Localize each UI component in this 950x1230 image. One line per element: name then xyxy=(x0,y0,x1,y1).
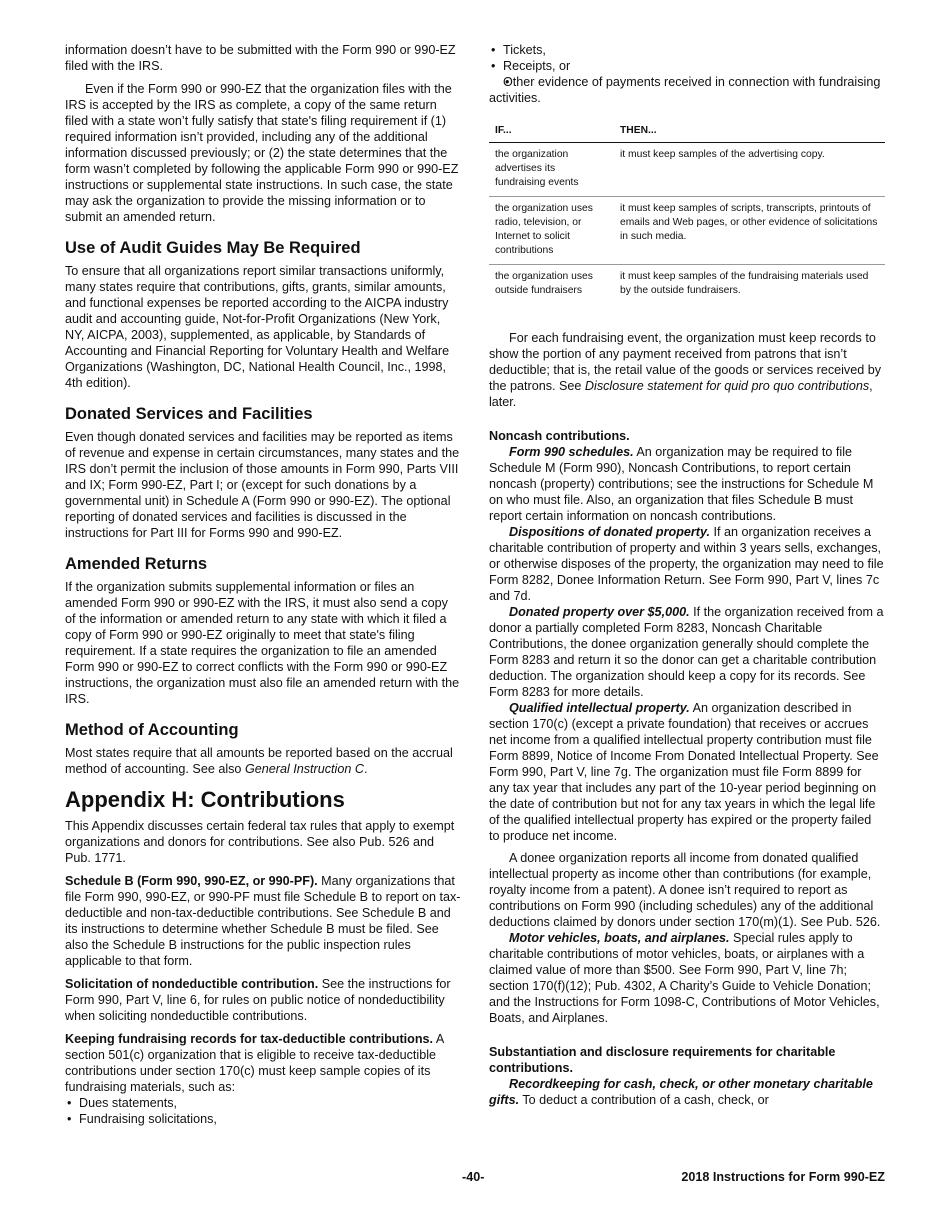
appendix-title: Appendix H: Contributions xyxy=(65,787,345,812)
text: An organization may be required to file Schedule M (Form 990), Noncash Contributions, to report certain noncash (property) contributions; see the instructions for Schedule M on who must file. Also, an organization that files Schedule B must report certain information on noncash contributions. xyxy=(489,445,874,523)
right-column xyxy=(489,42,885,1108)
table-row xyxy=(489,197,885,265)
paragraph: This Appendix discusses certain federal tax rules that apply to exempt organizations and donors for contributions. See also Pub. 526 and Pub. 1771. xyxy=(65,819,455,865)
text: See the instructions for Form 990, Part V, line 6, for rules on public notice of nondeductibility when soliciting nondeductible contributions. xyxy=(65,977,451,1023)
document-title: 2018 Instructions for Form 990-EZ xyxy=(681,1170,885,1184)
paragraph xyxy=(65,745,461,777)
table-header-row xyxy=(489,120,885,143)
text: If an organization receives a charitable contribution of property and within 3 years sells, exchanges, or otherwise disposes of the property, the organization may need to file Form 8282, Donee Information Return. See Form 990, Part V, lines 7c and 7d. xyxy=(489,525,884,603)
table-cell: it must keep samples of the advertising copy. xyxy=(614,143,885,197)
paragraph: Even if the Form 990 or 990-EZ that the organization files with the IRS is accepted by the IRS as complete, a copy of the same return filed with a state won’t fully satisfy that state's filing requirement if (1) required information isn’t provided, including any of the additional information discussed previously; or (2) the state determines that the form wasn’t completed by following the applicable Form 990 or 990-EZ instructions or supplemental state instructions. In such case, the state may ask the organization to provide the missing information or to submit an amended return. xyxy=(65,82,459,224)
column-header-if: IF... xyxy=(489,120,614,143)
text: An organization described in section 170(c) (except a private foundation) that receives or accrues net income from a qualified intellectual property contribution must file Form 8899, Notice of Income From Donated Intellectual Property. See Form 990, Part V, line 7g. The organization must file Form 8899 for any tax year that includes any part of the 10-year period beginning on the date of contribution but not for any tax years in which the legal life of the qualified intellectual property has expired or the property failed to produce net income. xyxy=(489,701,879,843)
section-heading-audit-guides: Use of Audit Guides May Be Required xyxy=(65,239,361,257)
run-in-heading: Dispositions of donated property. xyxy=(509,525,711,539)
paragraph xyxy=(489,1076,885,1108)
run-in-heading: Solicitation of nondeductible contribution. xyxy=(65,977,319,991)
paragraph: To ensure that all organizations report similar transactions uniformly, many states require that contributions, gifts, grants, similar amounts, and functional expenses be reported according to the AICPA industry audit and accounting guide, Not-for-Profit Organizations (New York, NY, AICPA, 2003), supplemented, as applicable, by Standards of Accounting and Financial Reporting for Voluntary Health and Welfare Organizations (Washington, DC, National Health Council, Inc., 1998, 4th edition). xyxy=(65,264,450,390)
text: If the organization received from a donor a partially completed Form 8283, Noncash Charitable Contributions, the donee organization generally should complete the Form 8283 and return it so the donor can get a charitable contribution deduction. The organization should keep a copy for its records. See Form 8283 for more details. xyxy=(489,605,884,699)
text: For each fundraising event, the organization must keep records to show the portion of any payment received from patrons that isn’t deductible; that is, the retail value of the goods or services received by the patrons. See xyxy=(489,331,882,393)
list-item: • Fundraising solicitations, xyxy=(65,1111,461,1127)
table-cell: the organization uses radio, television, or Internet to solicit contributions xyxy=(489,197,614,265)
paragraph-solicitation xyxy=(65,976,461,1024)
table-row xyxy=(489,265,885,305)
paragraph xyxy=(489,930,885,1026)
paragraph: information doesn’t have to be submitted with the Form 990 or 990-EZ filed with the IRS. xyxy=(65,43,456,73)
run-in-heading: Schedule B (Form 990, 990-EZ, or 990-PF). xyxy=(65,874,318,888)
paragraph xyxy=(489,604,885,700)
run-in-heading: Motor vehicles, boats, and airplanes. xyxy=(509,931,730,945)
paragraph-schedule-b xyxy=(65,873,461,969)
table-cell: it must keep samples of the fundraising materials used by the outside fundraisers. xyxy=(620,271,869,296)
text: A section 501(c) organization that is eligible to receive tax-deductible contributions under section 170(c) must keep sample copies of its fundraising materials, such as: xyxy=(65,1032,444,1094)
paragraph: A donee organization reports all income from donated qualified intellectual property as income other than contributions (for example, royalty income from a patent). A donee isn’t required to report as contributions on Form 990 (including schedules) any of the additional deductions claimed by donors under section 170(m)(1). See Pub. 526. xyxy=(489,851,881,929)
paragraph xyxy=(489,524,885,604)
paragraph xyxy=(489,444,885,524)
list-item: • Tickets, xyxy=(489,42,885,58)
table-cell: it must keep samples of scripts, transcripts, printouts of emails and Web pages, or other evidence of solicitations in such media. xyxy=(614,197,885,265)
subheading-noncash: Noncash contributions. xyxy=(489,429,630,443)
table-cell: the organization advertises its fundraising events xyxy=(489,143,614,197)
left-column xyxy=(65,42,461,1127)
bullet-list xyxy=(489,42,885,106)
page-number: -40- xyxy=(462,1170,485,1184)
run-in-heading: Donated property over $5,000. xyxy=(509,605,690,619)
if-then-table xyxy=(489,120,885,304)
run-in-heading: Form 990 schedules. xyxy=(509,445,634,459)
text: Many organizations that file Form 990, 990-EZ, or 990-PF must file Schedule B to report on tax-deductible and non-tax-deductible contributions. See Schedule B and its instructions to determine whether Schedule B must be filed. See also the Schedule B instructions for the public inspection rules applicable to that form. xyxy=(65,874,461,968)
text: , later. xyxy=(489,379,873,409)
subheading-substantiation: Substantiation and disclosure requirements for charitable contributions. xyxy=(489,1045,836,1075)
table-row xyxy=(489,143,885,197)
run-in-heading: Keeping fundraising records for tax-deductible contributions. xyxy=(65,1032,434,1046)
run-in-heading: Qualified intellectual property. xyxy=(509,701,690,715)
text: Most states require that all amounts be reported based on the accrual method of accounting. See also xyxy=(65,746,453,776)
section-heading-amended-returns: Amended Returns xyxy=(65,555,208,573)
paragraph: If the organization submits supplemental information or files an amended Form 990 or 990-EZ with the IRS, it must also send a copy of the information or amended return to any state with which it filed a copy of Form 990 or 990-EZ originally to meet that state's filing requirement. If a state requires the organization to file an amended Form 990 or 990-EZ to correct conflicts with the Form 990 or 990-EZ instructions, the organization must also file an amended return with the IRS. xyxy=(65,580,460,706)
paragraph: Even though donated services and facilities may be reported as items of revenue and expense in certain circumstances, many states and the IRS don’t permit the inclusion of those amounts in Form 990, Parts VIII and IX; Form 990-EZ, Part I; or (except for such donations by a governmental unit) in Schedule A (Form 990 or 990-EZ). The optional reporting of donated services and facilities is discussed in the instructions for Part III for Forms 990 and 990-EZ. xyxy=(65,430,460,540)
run-in-heading: Recordkeeping for cash, check, or other monetary charitable gifts. xyxy=(489,1077,873,1107)
section-heading-donated-services: Donated Services and Facilities xyxy=(65,405,313,423)
section-heading-method-of-accounting: Method of Accounting xyxy=(65,721,239,739)
table-cell: the organization uses outside fundraisers xyxy=(495,271,593,296)
paragraph-fundraising-records xyxy=(65,1031,461,1095)
paragraph xyxy=(489,700,885,844)
list-item: • Dues statements, xyxy=(65,1095,461,1111)
bullet-list xyxy=(65,1095,461,1127)
column-header-then: THEN... xyxy=(614,120,885,143)
text: . xyxy=(363,762,368,776)
text: To deduct a contribution of a cash, check, or xyxy=(519,1093,769,1107)
list-item: • Receipts, or xyxy=(489,58,885,74)
text: Special rules apply to charitable contributions of motor vehicles, boats, or airplanes with a claimed value of more than $500. See Form 990, Part V, line 7h; section 170(f)(12); Pub. 4302, A Charity’s Guide to Vehicle Donation; and the Instructions for Form 1098-C, Contributions of Motor Vehicles, Boats, and Airplanes. xyxy=(489,931,880,1025)
paragraph xyxy=(489,330,885,410)
list-item: • Other evidence of payments received in connection with fundraising activities. xyxy=(489,74,885,106)
cross-reference: Disclosure statement for quid pro quo contributions xyxy=(584,379,870,393)
cross-reference: General Instruction C xyxy=(244,762,364,776)
